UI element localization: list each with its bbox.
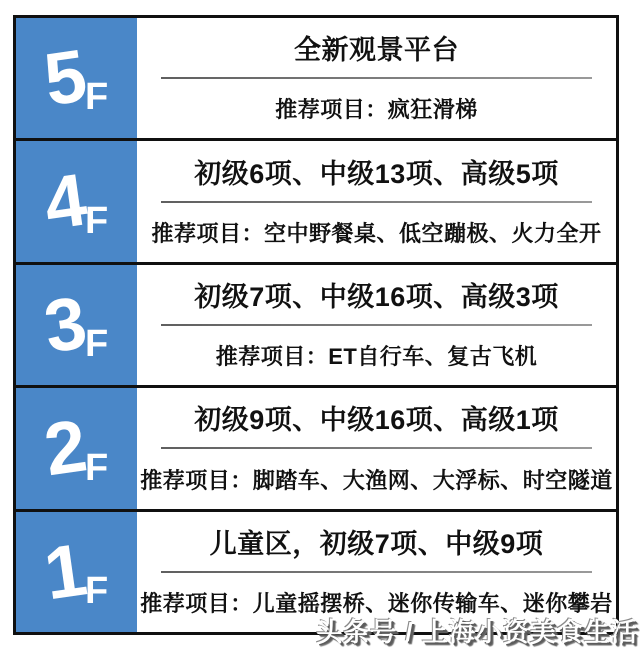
floor-badge-2f <box>16 388 137 508</box>
floor-letter: F <box>84 76 109 119</box>
floor-row-3f <box>16 265 616 388</box>
row-detail: 推荐项目：脚踏车、大渔网、大浮标、时空隧道 <box>140 467 613 493</box>
floor-letter: F <box>84 323 109 366</box>
floor-number: 4 <box>39 157 90 245</box>
floor-badge-4f <box>16 141 137 261</box>
floor-guide-table <box>13 15 619 635</box>
floor-number: 3 <box>39 280 90 369</box>
floor-number: 1 <box>39 527 90 616</box>
row-title: 初级6项、中级13项、高级5项 <box>194 158 559 189</box>
floor-row-4f <box>16 141 616 264</box>
floor-content <box>137 265 616 385</box>
floor-number: 5 <box>39 33 90 122</box>
row-title: 初级9项、中级16项、高级1项 <box>194 405 559 436</box>
row-title: 初级7项、中级16项、高级3项 <box>194 281 559 312</box>
floor-row-2f <box>16 388 616 511</box>
floor-badge-1f <box>16 512 137 632</box>
row-detail: 推荐项目：疯狂滑梯 <box>275 97 478 123</box>
row-title: 儿童区，初级7项、中级9项 <box>209 528 544 559</box>
floor-badge-3f <box>16 265 137 385</box>
floor-row-5f <box>16 18 616 141</box>
watermark: 头条号 / 上海小资美食生活 <box>316 617 638 647</box>
floor-content <box>137 141 616 261</box>
floor-badge-5f <box>16 18 137 138</box>
floor-letter: F <box>84 199 109 242</box>
row-title: 全新观景平台 <box>294 35 459 66</box>
floor-content <box>137 388 616 508</box>
floor-letter: F <box>84 446 109 489</box>
floor-letter: F <box>84 570 109 613</box>
floor-number: 2 <box>39 404 90 492</box>
row-detail: 推荐项目：儿童摇摆桥、迷你传输车、迷你攀岩 <box>140 590 613 616</box>
row-detail: 推荐项目：ET自行车、复古飞机 <box>215 344 538 370</box>
row-detail: 推荐项目：空中野餐桌、低空蹦极、火力全开 <box>151 220 602 246</box>
floor-content <box>137 18 616 138</box>
